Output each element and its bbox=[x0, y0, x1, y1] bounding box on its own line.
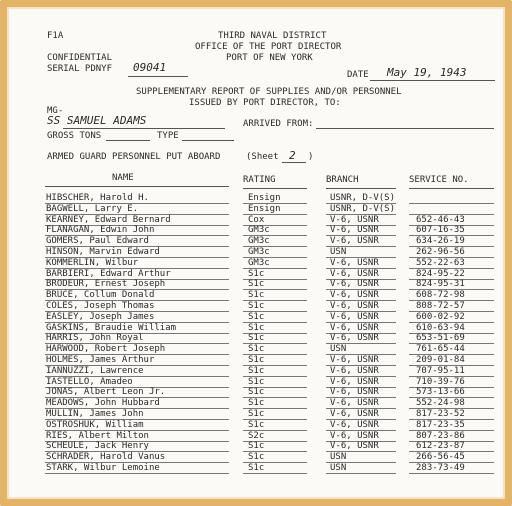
column-header-rating: RATING bbox=[243, 175, 276, 185]
cell-rating: S1c bbox=[248, 387, 265, 398]
cell-rating: S1c bbox=[248, 398, 265, 409]
cell-rating: GM3c bbox=[248, 236, 270, 247]
cell-branch: V-6, USNR bbox=[330, 290, 379, 301]
sheet-number: 2 bbox=[289, 149, 296, 162]
mg-label: MG- bbox=[47, 106, 64, 116]
ship-underline bbox=[63, 128, 225, 129]
cell-name: IASTELLO, Amadeo bbox=[46, 376, 133, 387]
cell-rating: S2c bbox=[248, 430, 265, 441]
report-title-line2: ISSUED BY PORT DIRECTOR, TO: bbox=[189, 98, 341, 108]
cell-rating: S1c bbox=[248, 409, 265, 419]
serial-label: SERIAL PDNYF bbox=[47, 64, 113, 74]
office-heading: OFFICE OF THE PORT DIRECTOR bbox=[195, 42, 342, 52]
cell-service: 807-23-86 bbox=[416, 430, 465, 441]
cell-branch: V-6, USNR bbox=[330, 355, 379, 365]
cell-name: KEARNEY, Edward Bernard bbox=[46, 214, 171, 225]
cell-service: 262-96-56 bbox=[416, 247, 465, 257]
cell-name: EASLEY, Joseph James bbox=[46, 311, 155, 322]
cell-service: 552-22-63 bbox=[416, 257, 465, 268]
cell-name: BARBIERI, Edward Arthur bbox=[46, 268, 171, 279]
cell-name: STARK, Wilbur Lemoine bbox=[46, 463, 160, 473]
cell-name: BAGWELL, Larry E. bbox=[46, 203, 139, 214]
serial-number: 09041 bbox=[133, 61, 167, 74]
cell-branch: V-6, USNR bbox=[330, 322, 379, 333]
cell-branch: USNR, D-V(S) bbox=[330, 193, 396, 203]
row-rule bbox=[326, 473, 396, 474]
row-rule bbox=[243, 473, 307, 474]
cell-branch: V-6, USNR bbox=[330, 398, 379, 409]
cell-service: 817-23-52 bbox=[416, 409, 465, 419]
cell-name: HARWOOD, Robert Joseph bbox=[46, 344, 166, 355]
cell-rating: Ensign bbox=[248, 203, 281, 214]
cell-service: 612-23-87 bbox=[416, 441, 465, 452]
cell-service: 808-72-57 bbox=[416, 301, 465, 311]
cell-name: MULLIN, James John bbox=[46, 409, 144, 419]
sheet-label: (Sheet bbox=[246, 152, 279, 162]
cell-branch: V-6, USNR bbox=[330, 279, 379, 290]
cell-branch: V-6, USNR bbox=[330, 365, 379, 376]
cell-service: 610-63-94 bbox=[416, 322, 465, 333]
cell-service: 283-73-49 bbox=[416, 463, 465, 473]
cell-rating: S1c bbox=[248, 311, 265, 322]
branch-header-rule bbox=[326, 188, 396, 189]
cell-service: 652-46-43 bbox=[416, 214, 465, 225]
cell-name: COLES, Joseph Thomas bbox=[46, 301, 155, 311]
cell-name: SCHEULE, Jack Henry bbox=[46, 441, 149, 452]
cell-service: 824-95-31 bbox=[416, 279, 465, 290]
service-header-rule bbox=[409, 188, 494, 189]
report-title-line1: SUPPLEMENTARY REPORT OF SUPPLIES AND/OR PERSONNEL bbox=[136, 87, 402, 97]
row-rule bbox=[45, 473, 229, 474]
gross-underline bbox=[106, 140, 150, 141]
cell-rating: S1c bbox=[248, 290, 265, 301]
cell-rating: Ensign bbox=[248, 193, 281, 203]
cell-name: RIES, Albert Milton bbox=[46, 430, 149, 441]
type-label: TYPE bbox=[157, 131, 179, 141]
cell-name: OSTROSHUK, William bbox=[46, 419, 144, 430]
cell-service: 824-95-22 bbox=[416, 268, 465, 279]
cell-service: 573-13-66 bbox=[416, 387, 465, 398]
cell-service: 607-16-35 bbox=[416, 225, 465, 236]
cell-service: 710-39-76 bbox=[416, 376, 465, 387]
sheet-underline bbox=[282, 162, 306, 163]
cell-name: KOMMERLIN, Wilbur bbox=[46, 257, 139, 268]
file-code: F1A bbox=[47, 31, 64, 41]
column-header-service: SERVICE NO. bbox=[409, 175, 469, 185]
type-underline bbox=[182, 140, 234, 141]
cell-branch: V-6, USNR bbox=[330, 225, 379, 236]
rating-header-rule bbox=[243, 188, 307, 189]
cell-rating: GM3c bbox=[248, 247, 270, 257]
date-value: May 19, 1943 bbox=[387, 66, 467, 79]
cell-branch: V-6, USNR bbox=[330, 419, 379, 430]
cell-branch: V-6, USNR bbox=[330, 257, 379, 268]
cell-service: 600-02-92 bbox=[416, 311, 465, 322]
cell-service: 209-01-84 bbox=[416, 355, 465, 365]
column-header-branch: BRANCH bbox=[326, 175, 359, 185]
gross-tons-label: GROSS TONS bbox=[47, 131, 102, 141]
cell-branch: V-6, USNR bbox=[330, 441, 379, 452]
name-header-rule bbox=[45, 186, 229, 187]
cell-service: 266-56-45 bbox=[416, 452, 465, 463]
cell-rating: GM3c bbox=[248, 225, 270, 236]
cell-name: HINSON, Marvin Edward bbox=[46, 247, 160, 257]
ship-name: SS SAMUEL ADAMS bbox=[47, 114, 147, 127]
cell-service: 817-23-35 bbox=[416, 419, 465, 430]
cell-service: 707-95-11 bbox=[416, 365, 465, 376]
cell-name: BRODEUR, Ernest Joseph bbox=[46, 279, 166, 290]
date-underline bbox=[370, 80, 495, 81]
cell-rating: S1c bbox=[248, 333, 265, 344]
sheet-close: ) bbox=[308, 152, 314, 162]
cell-rating: S1c bbox=[248, 376, 265, 387]
cell-branch: V-6, USNR bbox=[330, 301, 379, 311]
cell-rating: S1c bbox=[248, 301, 265, 311]
cell-branch: V-6, USNR bbox=[330, 430, 379, 441]
cell-name: IANNUZZI, Lawrence bbox=[46, 365, 144, 376]
cell-branch: USN bbox=[330, 463, 347, 473]
cell-rating: GM3c bbox=[248, 257, 270, 268]
cell-branch: V-6, USNR bbox=[330, 268, 379, 279]
cell-name: SCHRADER, Harold Vanus bbox=[46, 452, 166, 463]
cell-branch: V-6, USNR bbox=[330, 311, 379, 322]
cell-branch: V-6, USNR bbox=[330, 333, 379, 344]
cell-rating: S1c bbox=[248, 355, 265, 365]
arrived-from-label: ARRIVED FROM: bbox=[243, 119, 314, 129]
cell-name: FLANAGAN, Edwin John bbox=[46, 225, 155, 236]
cell-name: JONAS, Albert Leon Jr. bbox=[46, 387, 166, 398]
port-heading: PORT OF NEW YORK bbox=[226, 53, 313, 63]
cell-service: 634-26-19 bbox=[416, 236, 465, 247]
cell-branch: USNR, D-V(S) bbox=[330, 203, 396, 214]
cell-service: 552-24-98 bbox=[416, 398, 465, 409]
cell-rating: S1c bbox=[248, 452, 265, 463]
cell-branch: USN bbox=[330, 452, 347, 463]
cell-branch: V-6, USNR bbox=[330, 214, 379, 225]
confidential-label: CONFIDENTIAL bbox=[47, 53, 113, 63]
cell-name: GOMERS, Paul Edward bbox=[46, 236, 149, 247]
serial-underline bbox=[128, 76, 188, 77]
arrived-underline bbox=[316, 128, 494, 129]
cell-rating: S1c bbox=[248, 322, 265, 333]
cell-name: HIBSCHER, Harold H. bbox=[46, 193, 149, 203]
row-rule bbox=[409, 203, 494, 204]
cell-name: HOLMES, James Arthur bbox=[46, 355, 155, 365]
cell-service: 653-51-69 bbox=[416, 333, 465, 344]
cell-rating: S1c bbox=[248, 365, 265, 376]
cell-service: 761-65-44 bbox=[416, 344, 465, 355]
cell-rating: S1c bbox=[248, 441, 265, 452]
cell-name: MEADOWS, John Hubbard bbox=[46, 398, 160, 409]
cell-name: GASKINS, Braudie William bbox=[46, 322, 177, 333]
district-heading: THIRD NAVAL DISTRICT bbox=[218, 31, 327, 41]
cell-rating: Cox bbox=[248, 214, 265, 225]
row-rule bbox=[409, 473, 494, 474]
cell-rating: S1c bbox=[248, 268, 265, 279]
cell-branch: V-6, USNR bbox=[330, 376, 379, 387]
cell-branch: USN bbox=[330, 247, 347, 257]
cell-branch: V-6, USNR bbox=[330, 409, 379, 419]
cell-name: BRUCE, Collum Donald bbox=[46, 290, 155, 301]
cell-branch: V-6, USNR bbox=[330, 387, 379, 398]
cell-rating: S1c bbox=[248, 279, 265, 290]
cell-branch: USN bbox=[330, 344, 347, 355]
section-title: ARMED GUARD PERSONNEL PUT ABOARD bbox=[47, 152, 221, 162]
date-label: DATE bbox=[347, 70, 369, 80]
column-header-name: NAME bbox=[112, 173, 134, 183]
cell-rating: S1c bbox=[248, 463, 265, 473]
cell-rating: S1c bbox=[248, 419, 265, 430]
cell-rating: S1c bbox=[248, 344, 265, 355]
cell-service: 608-72-98 bbox=[416, 290, 465, 301]
cell-branch: V-6, USNR bbox=[330, 236, 379, 247]
cell-name: HARRIS, John Royal bbox=[46, 333, 144, 344]
